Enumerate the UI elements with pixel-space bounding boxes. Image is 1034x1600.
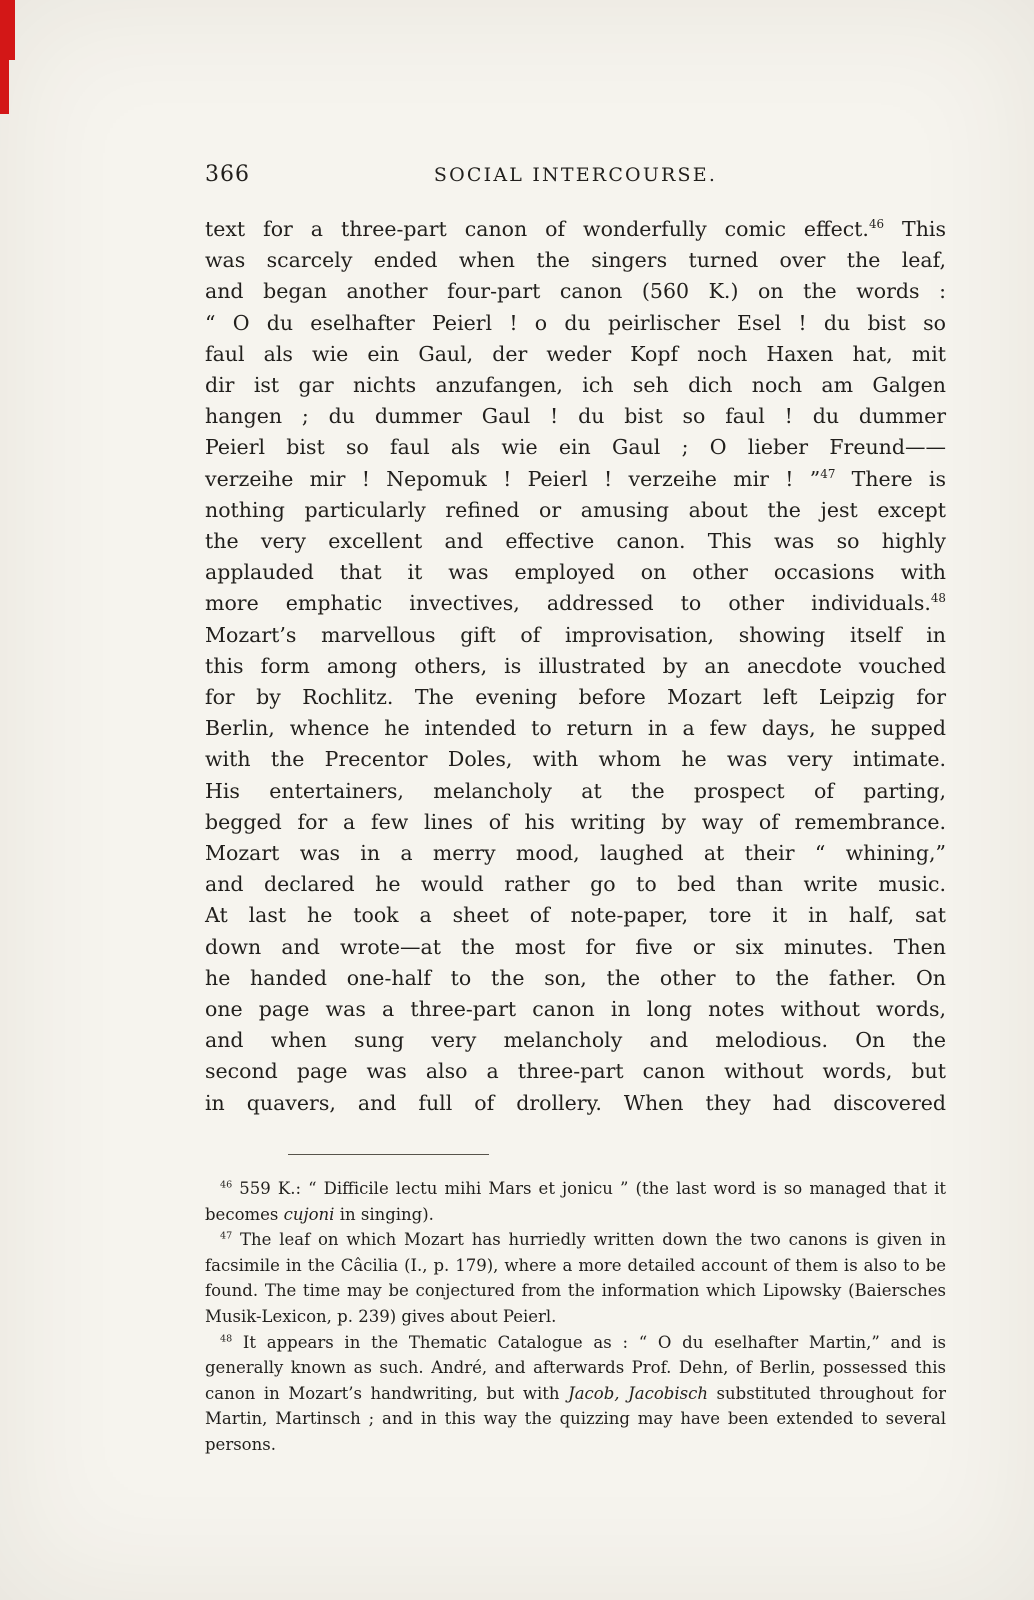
- footnote-reference: 46: [868, 217, 885, 232]
- text-segment: was scarcely ended when the singers turned over the leaf,: [205, 248, 946, 273]
- body-line: [205, 776, 946, 807]
- text-segment: hangen ; du dummer Gaul ! du bist so faul ! du dummer: [205, 404, 946, 429]
- text-segment: Mozart was in a merry mood, laughed at their “ whining,”: [205, 841, 946, 866]
- footnote-reference: 47: [820, 466, 836, 481]
- text-segment: more emphatic invectives, addressed to other individuals.: [205, 591, 931, 616]
- body-line: [205, 932, 946, 963]
- text-segment: cujoni: [283, 1204, 335, 1224]
- text-segment: with the Precentor Doles, with whom he was very intimate.: [205, 747, 946, 772]
- body-line: [205, 370, 946, 401]
- text-segment: Peierl bist so faul als wie ein Gaul ; O lieber Freund——: [205, 435, 946, 460]
- text-segment: in singing).: [334, 1204, 434, 1224]
- text-segment: this form among others, is illustrated by an anecdote vouched: [205, 653, 946, 678]
- body-line: [205, 682, 946, 713]
- body-line: [205, 308, 946, 339]
- body-line: [205, 807, 946, 838]
- footnote-separator: [288, 1154, 489, 1155]
- text-segment: applauded that it was employed on other occasions with: [205, 560, 946, 585]
- text-segment: It appears in the Thematic Catalogue as : “ O du eselhafter Martin,” and is generally known as such. André, and afterwards Prof. Dehn, of Berlin, possessed this canon in Mozart’s handwriting, but with: [205, 1332, 946, 1403]
- scan-artifact-red-bar-bottom: [0, 60, 9, 114]
- footnote-47: [205, 1227, 946, 1329]
- text-segment: he handed one-half to the son, the other to the father. On: [205, 965, 946, 990]
- text-segment: second page was also a three-part canon without words, but: [205, 1059, 946, 1084]
- body-line: [205, 838, 946, 869]
- body-line: [205, 464, 946, 495]
- body-line: [205, 963, 946, 994]
- body-line: [205, 651, 946, 682]
- text-segment: text for a three-part canon of wonderfully comic effect.: [205, 217, 869, 241]
- body-line: [205, 1056, 946, 1087]
- text-segment: Mozart’s marvellous gift of improvisation, showing itself in: [205, 622, 946, 647]
- body-line: [205, 245, 946, 276]
- footnotes: [205, 1176, 946, 1458]
- text-segment: and declared he would rather go to bed than write music.: [205, 872, 946, 897]
- footnote-reference: 48: [930, 591, 946, 606]
- text-segment: The leaf on which Mozart has hurriedly written down the two canons is given in facsimile in the Câcilia (I., p. 179), where a more detailed account of them is also to be found. The time may be conjectured from the information which Lipowsky (Baiersches Musik-Lexicon, p. 239) gives about Peierl.: [205, 1230, 946, 1326]
- text-segment: His entertainers, melancholy at the prospect of parting,: [205, 778, 946, 803]
- text-segment: verzeihe mir ! Nepomuk ! Peierl ! verzeihe mir ! ”: [205, 466, 821, 491]
- text-segment: and when sung very melancholy and melodious. On the: [205, 1028, 946, 1053]
- scan-artifact-red-bar-top: [0, 0, 15, 60]
- text-segment: There is: [835, 466, 946, 491]
- text-segment: This: [884, 217, 946, 241]
- text-segment: At last he took a sheet of note-paper, tore it in half, sat: [205, 903, 946, 928]
- text-segment: the very excellent and effective canon. This was so highly: [205, 529, 946, 554]
- text-segment: and began another four-part canon (560 K.) on the words :: [205, 279, 946, 304]
- text-segment: Jacob, Jacobisch: [568, 1383, 708, 1403]
- body-line: [205, 588, 946, 619]
- body-line: [205, 620, 946, 651]
- body-line: [205, 276, 946, 307]
- body-line: [205, 744, 946, 775]
- text-segment: one page was a three-part canon in long notes without words,: [205, 997, 946, 1022]
- body-line: [205, 432, 946, 463]
- text-segment: in quavers, and full of drollery. When they had discovered: [205, 1090, 946, 1115]
- body-line: [205, 557, 946, 588]
- body-line: [205, 339, 946, 370]
- running-title: SOCIAL INTERCOURSE.: [433, 164, 718, 186]
- text-segment: down and wrote—at the most for five or six minutes. Then: [205, 934, 946, 959]
- page-header: [205, 160, 946, 190]
- page-number: 366: [205, 162, 250, 187]
- text-segment: substituted throughout for Martin, Martinsch ; and in this way the quizzing may have been extended to several persons.: [205, 1383, 947, 1454]
- body-line: [205, 401, 946, 432]
- text-segment: dir ist gar nichts anzufangen, ich seh dich noch am Galgen: [205, 373, 946, 398]
- body-line: [205, 713, 946, 744]
- body-line: [205, 1025, 946, 1056]
- body-line: [205, 994, 946, 1025]
- body-line: [205, 214, 946, 245]
- footnote-48: [205, 1330, 946, 1458]
- footnote-46: [205, 1176, 946, 1227]
- text-segment: begged for a few lines of his writing by way of remembrance.: [205, 809, 946, 834]
- body-line: [205, 900, 946, 931]
- footnote-marker: 47: [220, 1230, 233, 1242]
- body-line: [205, 495, 946, 526]
- footnote-marker: 48: [220, 1333, 233, 1345]
- text-segment: nothing particularly refined or amusing about the jest except: [205, 497, 946, 522]
- body-line: [205, 869, 946, 900]
- text-segment: “ O du eselhafter Peierl ! o du peirlischer Esel ! du bist so: [205, 310, 946, 335]
- body-line: [205, 1088, 946, 1119]
- text-segment: faul als wie ein Gaul, der weder Kopf noch Haxen hat, mit: [205, 341, 946, 366]
- body-text: [205, 214, 946, 1119]
- footnote-marker: 46: [220, 1179, 233, 1191]
- text-segment: for by Rochlitz. The evening before Mozart left Leipzig for: [205, 685, 946, 710]
- text-segment: 559 K.: “ Difficile lectu mihi Mars et jonicu ” (the last word is so managed that it becomes: [205, 1179, 947, 1224]
- body-line: [205, 526, 946, 557]
- text-segment: Berlin, whence he intended to return in a few days, he supped: [205, 716, 946, 741]
